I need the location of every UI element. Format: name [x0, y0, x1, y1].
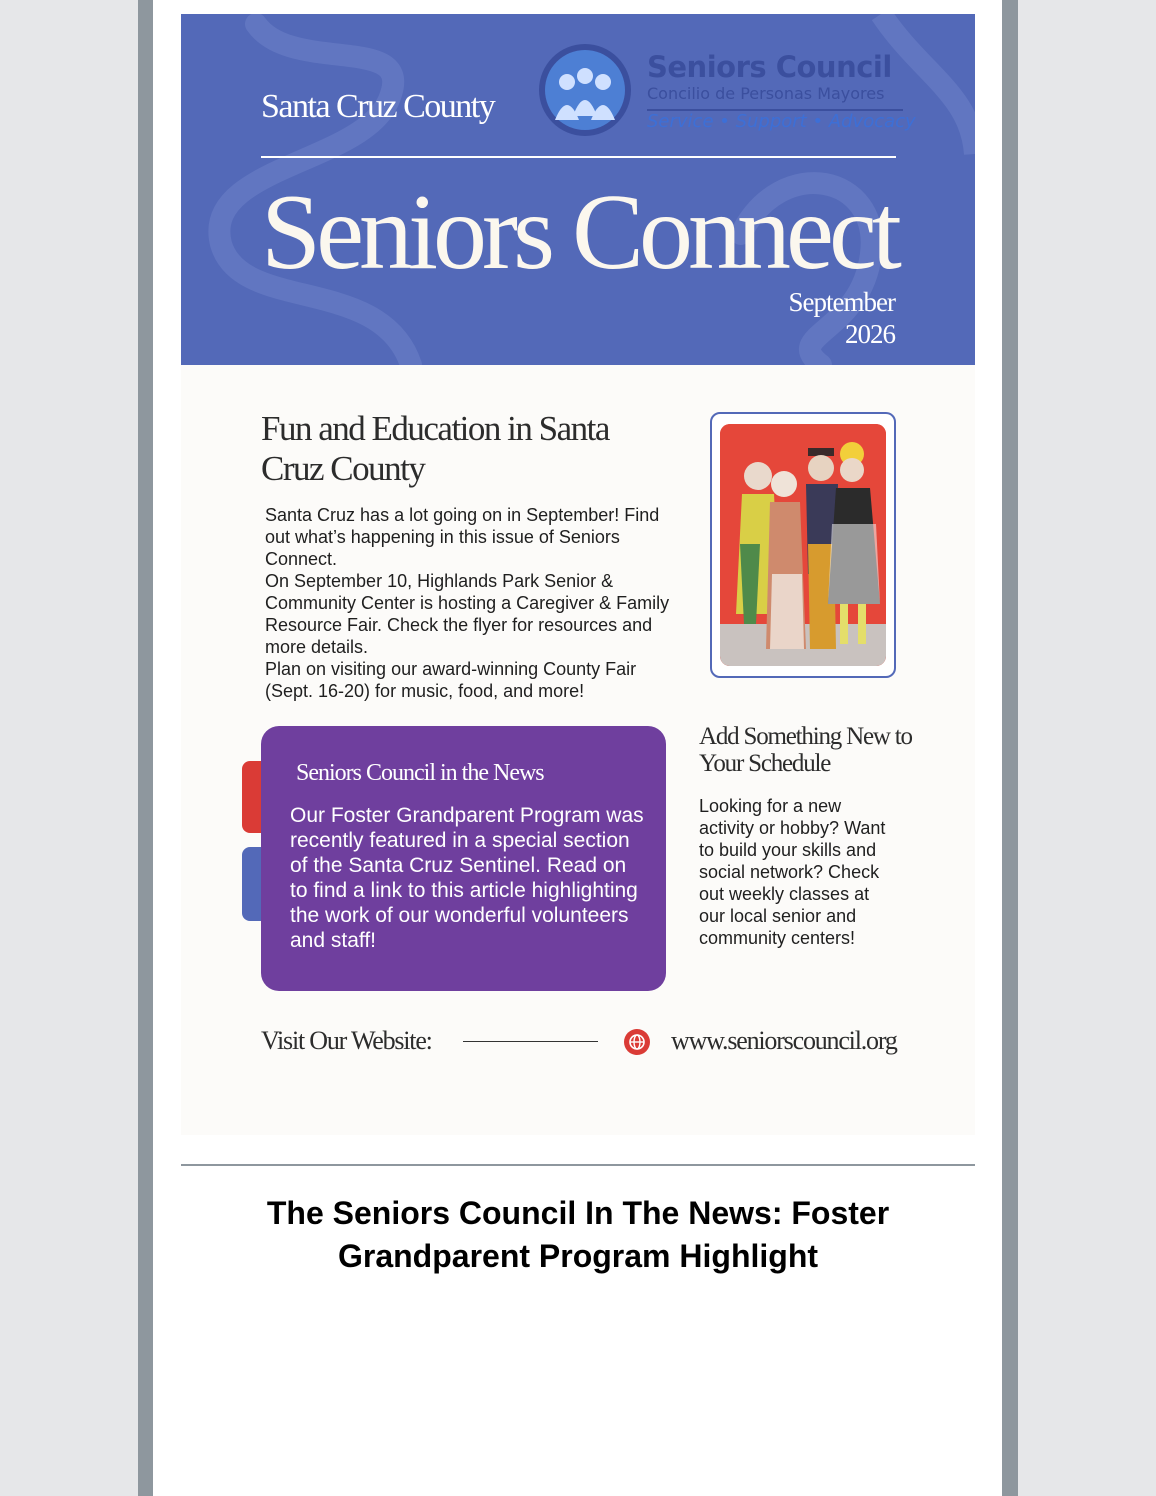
- news-card-body: Our Foster Grandparent Program was recently featured in a special section of the Santa Cruz Sentinel. Read on to find a link to this article highlighting the work of our wonderful volunteers and staff!: [290, 804, 644, 952]
- section-divider: [181, 1164, 975, 1166]
- issue-date: [695, 286, 895, 350]
- seniors-group-photo[interactable]: [720, 424, 886, 666]
- side-section-body: Looking for a new activity or hobby? Want to build your skills and social network? Check out weekly classes at our local senior and community centers!: [699, 796, 886, 948]
- seniors-council-logo-icon: [537, 42, 633, 138]
- intro-paragraph: Plan on visiting our award-winning County Fair (Sept. 16-20) for music, food, and more!: [265, 659, 637, 701]
- article-heading[interactable]: The Seniors Council In The News: Foster Grandparent Program Highlight: [266, 1195, 890, 1274]
- photo-frame: [710, 412, 896, 678]
- website-link[interactable]: www.seniorscouncil.org: [671, 1026, 897, 1055]
- intro-paragraph: On September 10, Highlands Park Senior & Community Center is hosting a Caregiver & Family Resource Fair. Check the flyer for resources and more details.: [265, 571, 670, 657]
- section-title: Fun and Education in Santa Cruz County: [261, 409, 609, 488]
- masthead-title: Seniors Connect: [261, 173, 897, 292]
- visit-rule: [463, 1041, 598, 1042]
- newsletter-content: [181, 365, 975, 1135]
- logo-tagline: Service • Support • Advocacy: [647, 111, 916, 132]
- issue-month: September: [788, 287, 895, 317]
- header-divider: [261, 156, 896, 158]
- news-card: [261, 726, 666, 991]
- globe-icon: [624, 1029, 650, 1055]
- issue-year: 2026: [845, 319, 895, 349]
- logo-name: Seniors Council: [647, 50, 892, 84]
- photo-illustration: [720, 424, 886, 666]
- county-name: Santa Cruz County: [261, 88, 495, 125]
- news-card-title: Seniors Council in the News: [296, 760, 544, 786]
- side-section-title: Add Something New to Your Schedule: [699, 723, 912, 777]
- logo-subtitle: Concilio de Personas Mayores: [647, 84, 885, 103]
- visit-website-label: Visit Our Website:: [261, 1026, 432, 1055]
- intro-text: [265, 504, 685, 702]
- intro-paragraph: Santa Cruz has a lot going on in September! Find out what’s happening in this issue of Seniors Connect.: [265, 505, 660, 569]
- newsletter-header: [181, 14, 975, 365]
